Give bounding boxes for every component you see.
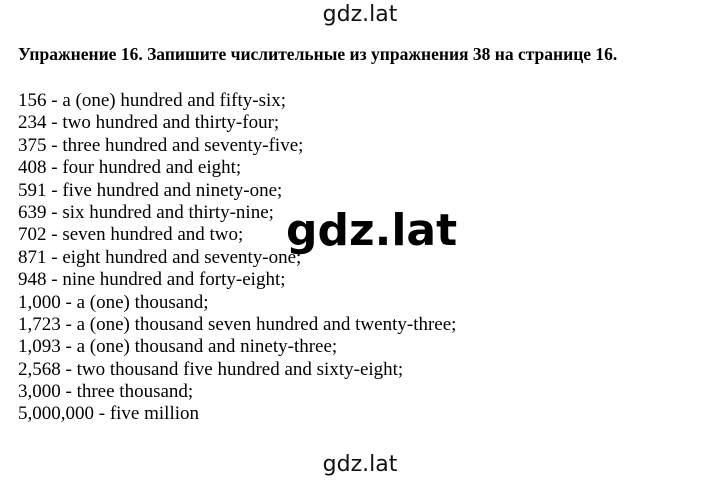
list-item: 871 - eight hundred and seventy-one; — [18, 246, 302, 268]
watermark-bottom: gdz.lat — [322, 452, 398, 477]
list-item: 591 - five hundred and ninety-one; — [18, 179, 283, 201]
numerals-list — [18, 90, 456, 426]
list-item: 375 - three hundred and seventy-five; — [18, 134, 304, 156]
list-item: 234 - two hundred and thirty-four; — [18, 112, 280, 134]
list-item: 408 - four hundred and eight; — [18, 157, 242, 179]
watermark-center: gdz.lat — [286, 205, 458, 256]
list-item: 948 - nine hundred and forty-eight; — [18, 269, 286, 291]
list-item: 156 - a (one) hundred and fifty-six; — [18, 90, 287, 111]
list-item: 1,093 - a (one) thousand and ninety-three; — [18, 336, 338, 358]
exercise-heading: Упражнение 16. Запишите числительные из упражнения 38 на странице 16. — [18, 44, 618, 64]
list-item: 1,000 - a (one) thousand; — [18, 291, 209, 313]
list-item: 639 - six hundred and thirty-nine; — [18, 201, 274, 223]
watermark-top: gdz.lat — [322, 2, 398, 27]
list-item: 2,568 - two thousand five hundred and sixty-eight; — [18, 358, 404, 380]
list-item: 702 - seven hundred and two; — [18, 224, 244, 246]
list-item: 1,723 - a (one) thousand seven hundred and twenty-three; — [18, 313, 457, 335]
list-item: 5,000,000 - five million — [18, 403, 200, 425]
list-item: 3,000 - three thousand; — [18, 381, 194, 403]
